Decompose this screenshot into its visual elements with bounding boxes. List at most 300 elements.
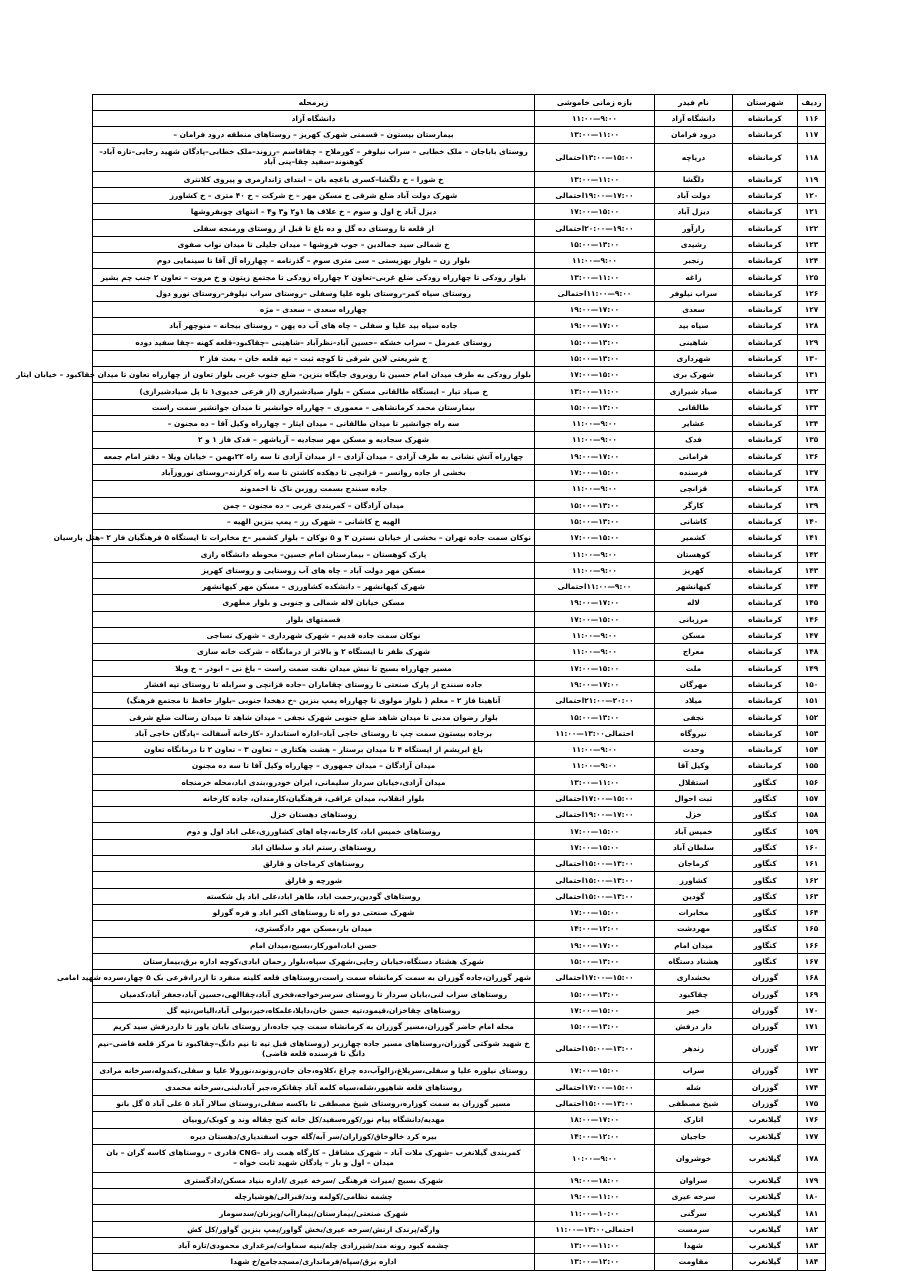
table-row (93, 513, 826, 529)
time-cell: ۱۹:۰۰—۲۰:۰۰احتمالی (535, 220, 655, 236)
row-number: ۱۳۱ (798, 367, 826, 383)
feeder-cell: مرزبانی (655, 611, 733, 627)
row-number: ۱۴۵ (798, 595, 826, 611)
feeder-cell: طالقانی (655, 399, 733, 415)
city-cell: کرمانشاه (733, 579, 798, 595)
city-cell: کنگاور (733, 807, 798, 823)
city-cell: کنگاور (733, 823, 798, 839)
row-number: ۱۶۳ (798, 888, 826, 904)
zone-cell: شهرک دولت آباد ضلع شرقی خ مسکن مهر – خ شرکت – خ ۴۰ متری – خ کشاورز (93, 187, 535, 203)
zone-cell: چهارراه سعدی – سعدی – مژه (93, 301, 535, 317)
feeder-cell: چقاکبود (655, 986, 733, 1002)
zone-cell: پارک کوهستان – بیمارستان امام حسین– محوطه دانشگاه رازی (93, 546, 535, 562)
table-row (93, 220, 826, 236)
row-number: ۱۷۸ (798, 1144, 826, 1172)
row-number: ۱۳۷ (798, 464, 826, 480)
city-cell: کنگاور (733, 953, 798, 969)
city-cell: کرمانشاه (733, 383, 798, 399)
row-number: ۱۲۵ (798, 269, 826, 285)
city-cell: کرمانشاه (733, 269, 798, 285)
table-row (93, 904, 826, 920)
city-cell: کرمانشاه (733, 448, 798, 464)
table-row (93, 986, 826, 1002)
zone-cell: کمربندی گیلانغرب –شهرک ملات آباد – شهرک مشاقل – کارگاه همت زاد –CNG قادری – روستاهای کاسه گران – بان میدان – اول و بار – پادگان شهید ثابت خواه – (93, 1144, 535, 1172)
time-cell: ۱۵:۰۰—۱۷:۰۰احتمالی (535, 1079, 655, 1095)
time-cell: ۹:۰۰—۱۱:۰۰ (535, 627, 655, 643)
city-cell: گیلانغرب (733, 1205, 798, 1221)
table-row (93, 143, 826, 171)
header-feeder: نام فیدر (655, 95, 733, 111)
row-number: ۱۶۲ (798, 872, 826, 888)
feeder-cell: شله (655, 1079, 733, 1095)
zone-cell: شهرک صنعتی/بیمارستان/بیماراآب/ویزنان/سدسومار (93, 1205, 535, 1221)
table-row (93, 1128, 826, 1144)
feeder-cell: نجفی (655, 709, 733, 725)
row-number: ۱۲۱ (798, 204, 826, 220)
feeder-cell: شهرداری (655, 350, 733, 366)
time-cell: ۱۳:۰۰—۱۵:۰۰ (535, 709, 655, 725)
zone-cell: شهرک ظفر تا ایستگاه ۲ و بالاتر از درمانگاه – شرکت خانه سازی (93, 644, 535, 660)
row-number: ۱۶۷ (798, 953, 826, 969)
table-header-row (93, 95, 826, 111)
table-row (93, 111, 826, 127)
zone-cell: میدان آزادگان – کمربندی غربی – ده مجنون – چمن (93, 497, 535, 513)
city-cell: کنگاور (733, 856, 798, 872)
zone-cell: میدان آزادی،خیابان سردار سلیمانی، ایران خودرو،بندی اباد،محله خرمنجاه (93, 774, 535, 790)
table-row (93, 611, 826, 627)
zone-cell: جاده سنندج از پارک صنعتی تا روستای چقاماران –جاده قزانچی و سرابله تا روستای تپه افشار (93, 676, 535, 692)
time-cell: ۱۱:۰۰—۱۳:۰۰ (535, 1238, 655, 1254)
row-number: ۱۷۹ (798, 1172, 826, 1188)
time-cell: ۱۳:۰۰—۱۵:۰۰احتمالی (535, 1095, 655, 1111)
zone-cell: بلوار زن – بلوار بهزیستی – سی متری سوم – گذرنامه – چهارراه آل آقا تا سینمایی دوم (93, 253, 535, 269)
feeder-cell: رشیدی (655, 236, 733, 252)
table-row (93, 285, 826, 301)
city-cell: گوزران (733, 1095, 798, 1111)
time-cell: ۱۵:۰۰—۱۷:۰۰ (535, 204, 655, 220)
row-number: ۱۱۷ (798, 127, 826, 143)
time-cell: ۱۵:۰۰—۱۷:۰۰ (535, 367, 655, 383)
table-row (93, 872, 826, 888)
time-cell: ۹:۰۰—۱۱:۰۰ (535, 758, 655, 774)
time-cell: ۱۷:۰۰—۱۹:۰۰احتمالی (535, 807, 655, 823)
zone-cell: روستاهای چقاخزان،قیمود،تیه حسن خان،دایلا،علمکاه،خیر،بولی آباد،الیاس،تپه گل (93, 1002, 535, 1018)
time-cell: ۱۳:۰۰—۱۵:۰۰احتمالی (535, 1035, 655, 1063)
time-cell: ۱۱:۰۰—۱۳:۰۰ (535, 774, 655, 790)
table-row (93, 367, 826, 383)
row-number: ۱۴۴ (798, 579, 826, 595)
city-cell: گیلانغرب (733, 1172, 798, 1188)
table-row (93, 253, 826, 269)
feeder-cell: میلاد (655, 693, 733, 709)
row-number: ۱۲۹ (798, 334, 826, 350)
time-cell: ۱۳:۰۰—۱۵:۰۰ (535, 986, 655, 1002)
feeder-cell: معراج (655, 644, 733, 660)
feeder-cell: کشمیر (655, 530, 733, 546)
time-cell: ۱۲:۰۰—۱۳:۰۰ (535, 1254, 655, 1270)
table-row (93, 1189, 826, 1205)
time-cell: ۹:۰۰—۱۱:۰۰ (535, 546, 655, 562)
time-cell: ۱۵:۰۰—۱۷:۰۰ (535, 611, 655, 627)
header-city: شهرستان (733, 95, 798, 111)
time-cell: ۹:۰۰—۱۱:۰۰ (535, 416, 655, 432)
row-number: ۱۴۸ (798, 644, 826, 660)
row-number: ۱۸۳ (798, 1238, 826, 1254)
time-cell: ۱۵:۰۰—۱۷:۰۰ (535, 1002, 655, 1018)
feeder-cell: درود فرامان (655, 127, 733, 143)
time-cell: ۱۵:۰۰—۱۷:۰۰ (535, 660, 655, 676)
row-number: ۱۲۳ (798, 236, 826, 252)
row-number: ۱۶۴ (798, 904, 826, 920)
zone-cell: دانشگاه آزاد (93, 111, 535, 127)
city-cell: کرمانشاه (733, 334, 798, 350)
city-cell: گیلانغرب (733, 1128, 798, 1144)
time-cell: ۹:۰۰—۱۱:۰۰ (535, 253, 655, 269)
table-row (93, 1144, 826, 1172)
row-number: ۱۶۹ (798, 986, 826, 1002)
row-number: ۱۲۷ (798, 301, 826, 317)
table-row (93, 236, 826, 252)
feeder-cell: مهردشت (655, 921, 733, 937)
time-cell: ۱۷:۰۰—۱۹:۰۰ (535, 937, 655, 953)
zone-cell: حسن اباد،امورکار،بسیج،میدان امام (93, 937, 535, 953)
table-row (93, 758, 826, 774)
city-cell: کرمانشاه (733, 513, 798, 529)
feeder-cell: سرخه عیری (655, 1189, 733, 1205)
feeder-cell: مهرگان (655, 676, 733, 692)
time-cell: ۱۵:۰۰—۱۷:۰۰ (535, 904, 655, 920)
zone-cell: نوکان سمت جاده تهران – بخشی از خیابان نسترن ۳ و ۵ نوکان – بلوار کشمیر –خ مخابرات تا ایستگاه ۵ فرهنگیان فاز ۲ –هتل پارسیان (93, 530, 535, 546)
table-row (93, 464, 826, 480)
table-row (93, 1002, 826, 1018)
city-cell: کرمانشاه (733, 595, 798, 611)
time-cell: ۱۷:۰۰—۱۹:۰۰ (535, 595, 655, 611)
feeder-cell: وحدت (655, 741, 733, 757)
feeder-cell: کاشانی (655, 513, 733, 529)
zone-cell: قسمتهای بلوار (93, 611, 535, 627)
feeder-cell: شیخ مصطفی (655, 1095, 733, 1111)
table-row (93, 1079, 826, 1095)
zone-cell: خ صیاد تیار – ایستگاه طالقانی مسکن – بلوار صیادشیرازی (از فرعی خدیوی۱ تا پل صیادشیرازی) (93, 383, 535, 399)
time-cell: ۱۳:۰۰—۱۵:۰۰ (535, 399, 655, 415)
header-time: بازه زمانی خاموشی (535, 95, 655, 111)
row-number: ۱۷۰ (798, 1002, 826, 1018)
city-cell: گیلانغرب (733, 1189, 798, 1205)
feeder-cell: سیاه بید (655, 318, 733, 334)
row-number: ۱۷۳ (798, 1063, 826, 1079)
zone-cell: چهارراه آتش نشانی به طرف آزادی – میدان آزادی – از میدان آزادی تا سه راه ۲۲بهمن – خیابان ویلا – دفتر امام جمعه (93, 448, 535, 464)
time-cell: ۱۷:۰۰—۱۹:۰۰ (535, 676, 655, 692)
table-row (93, 1063, 826, 1079)
city-cell: کرمانشاه (733, 350, 798, 366)
city-cell: گوزران (733, 970, 798, 986)
feeder-cell: زندهر (655, 1035, 733, 1063)
time-cell: ۱۷:۰۰—۱۸:۰۰ (535, 1112, 655, 1128)
row-number: ۱۳۵ (798, 432, 826, 448)
table-row (93, 595, 826, 611)
table-row (93, 1172, 826, 1188)
feeder-cell: سرگنی (655, 1205, 733, 1221)
zone-cell: روستاهای خمیس اباد، کارخانه،چاه اهای کشاورزی،علی اباد اول و دوم (93, 823, 535, 839)
zone-cell: بلوار رودکی تا چهارراه رودکی ضلع غربی–تعاون ۲ چهارراه رودکی تا مجتمع زیتون و خ مروت – تعاون ۲ جنب چم بشیر (93, 269, 535, 285)
feeder-cell: فدک (655, 432, 733, 448)
table-row (93, 741, 826, 757)
table-row (93, 725, 826, 741)
city-cell: کرمانشاه (733, 660, 798, 676)
city-cell: گیلانغرب (733, 1254, 798, 1270)
table-row (93, 383, 826, 399)
city-cell: کرمانشاه (733, 546, 798, 562)
city-cell: کرمانشاه (733, 416, 798, 432)
city-cell: گوزران (733, 986, 798, 1002)
table-row (93, 399, 826, 415)
time-cell: ۱۱:۰۰—۱۳:۰۰ (535, 383, 655, 399)
city-cell: کرمانشاه (733, 644, 798, 660)
feeder-cell: کشاورز (655, 872, 733, 888)
feeder-cell: فرسنده (655, 464, 733, 480)
zone-cell: بخشی از جاده روانسر – قزانچی تا دهکده کاشتن تا سه راه کرازند–روستای نوروزآباد (93, 464, 535, 480)
time-cell: ۱۸:۰۰—۱۹:۰۰ (535, 1172, 655, 1188)
row-number: ۱۶۸ (798, 970, 826, 986)
table-row (93, 644, 826, 660)
city-cell: کنگاور (733, 888, 798, 904)
time-cell: ۹:۰۰—۱۱:۰۰احتمالی (535, 285, 655, 301)
city-cell: کرمانشاه (733, 611, 798, 627)
zone-cell: باغ ابریشم از ایستگاه ۴ تا میدان برستار – هشت هکتاری – تعاون ۳ – تعاون ۲ تا درمانگاه تعاون (93, 741, 535, 757)
zone-cell: بیره کرد خالوخاق/کوزاران/سر آبه/گله جوب اسفندیاری/دهستان دیره (93, 1128, 535, 1144)
zone-cell: دیزل آباد خ اول و سوم – خ علاف ها ۱و۲ و۳ و۴ – انتهای چوبفروشها (93, 204, 535, 220)
zone-cell: روستای عمرمل – سراب خشکه –حسین آباد–نظرآباد –شاهینی –چقاکبود–قلعه کهنه –چقا سفید دوده (93, 334, 535, 350)
feeder-cell: رازآور (655, 220, 733, 236)
city-cell: کرمانشاه (733, 676, 798, 692)
row-number: ۱۷۲ (798, 1035, 826, 1063)
time-cell: ۱۳:۰۰—۱۵:۰۰احتمالی (535, 856, 655, 872)
row-number: ۱۳۳ (798, 399, 826, 415)
feeder-cell: هشتاد دستگاه (655, 953, 733, 969)
table-row (93, 823, 826, 839)
feeder-cell: دار درفش (655, 1019, 733, 1035)
feeder-cell: کوهستان (655, 546, 733, 562)
row-number: ۱۳۹ (798, 497, 826, 513)
city-cell: کنگاور (733, 904, 798, 920)
zone-cell: چشمه کبود رونه مند/شیرزادی چله/بنیه سماوات/مرغداری محمودی/تازه آباد (93, 1238, 535, 1254)
time-cell: ۱۵:۰۰—۱۷:۰۰ (535, 839, 655, 855)
time-cell: ۹:۰۰—۱۱:۰۰ (535, 644, 655, 660)
zone-cell: بلوار رودکی به طرف میدان امام حسین تا روبروی جایگاه بنزین– ضلع جنوب غربی بلوار تعاون از چهارراه تعاون تا میدان چقاکبود – خیابان ایثار (93, 367, 535, 383)
city-cell: کرمانشاه (733, 236, 798, 252)
feeder-cell: خزل (655, 807, 733, 823)
feeder-cell: سرمست (655, 1221, 733, 1237)
row-number: ۱۵۷ (798, 790, 826, 806)
city-cell: کرمانشاه (733, 285, 798, 301)
feeder-cell: خوشروان (655, 1144, 733, 1172)
time-cell: ۱۲:۰۰—۱۴:۰۰ (535, 1128, 655, 1144)
feeder-cell: ملت (655, 660, 733, 676)
time-cell: ۹:۰۰—۱۱:۰۰ (535, 741, 655, 757)
feeder-cell: استقلال (655, 774, 733, 790)
city-cell: کرمانشاه (733, 204, 798, 220)
table-row (93, 937, 826, 953)
feeder-cell: زاغه (655, 269, 733, 285)
time-cell: ۱۳:۰۰—۱۵:۰۰ (535, 334, 655, 350)
city-cell: کرمانشاه (733, 464, 798, 480)
row-number: ۱۷۵ (798, 1095, 826, 1111)
row-number: ۱۴۰ (798, 513, 826, 529)
table-row (93, 481, 826, 497)
feeder-cell: دلگشا (655, 171, 733, 187)
city-cell: گوزران (733, 1035, 798, 1063)
time-cell: ۱۳:۰۰—۱۵:۰۰ (535, 953, 655, 969)
city-cell: کرمانشاه (733, 127, 798, 143)
zone-cell: روستاهای سراب لنی،بابان سردار تا روستای سرسرخواجه،فخری آباد،چقاالهی،حسین آباد،جعفر آباد،کدمیان (93, 986, 535, 1002)
feeder-cell: کهریز (655, 562, 733, 578)
zone-cell: روستاهای کرماجان و قارلق (93, 856, 535, 872)
time-cell: ۱۵:۰۰—۱۷:۰۰ (535, 1063, 655, 1079)
city-cell: کرمانشاه (733, 627, 798, 643)
row-number: ۱۲۶ (798, 285, 826, 301)
time-cell: ۱۷:۰۰—۱۹:۰۰ (535, 318, 655, 334)
time-cell: ۱۵:۰۰—۱۷:۰۰ (535, 464, 655, 480)
feeder-cell: مسکن (655, 627, 733, 643)
row-number: ۱۴۳ (798, 562, 826, 578)
city-cell: کرمانشاه (733, 318, 798, 334)
row-number: ۱۴۷ (798, 627, 826, 643)
feeder-cell: سراب نیلوفر (655, 285, 733, 301)
time-cell: ۱۵:۰۰—۱۳:۰۰احتمالی (535, 143, 655, 171)
table-row (93, 856, 826, 872)
zone-cell: روستای باباجان – ملک خطابی – سراب نیلوفر – کورملاح – چقاقاسم –رزوند–ملک خطابی–پادگان شهید رجایی–تازه آباد–کوهنوند–سفید چقا–پنی آباد (93, 143, 535, 171)
zone-cell: روستاهای قلعه شاهپور،شله،سیاه کلمه آباد چقانکره،جبر آباد،لبنی،سرخانه محمدی (93, 1079, 535, 1095)
feeder-cell: رنجبر (655, 253, 733, 269)
table-row (93, 318, 826, 334)
feeder-cell: کیهانشهر (655, 579, 733, 595)
zone-cell: میدان آزادگان – میدان جمهوری – چهارراه وکیل آقا تا سه ده مجنون (93, 758, 535, 774)
table-row (93, 350, 826, 366)
time-cell: ۱۳:۰۰—۱۵:۰۰احتمالی (535, 888, 655, 904)
feeder-cell: خیر (655, 1002, 733, 1018)
time-cell: ۹:۰۰—۱۱:۰۰ (535, 481, 655, 497)
row-number: ۱۵۴ (798, 741, 826, 757)
zone-cell: چشمه نظامی/کولمه وند/قبرالی/هوشیارچله (93, 1189, 535, 1205)
row-number: ۱۷۶ (798, 1112, 826, 1128)
city-cell: گوزران (733, 1002, 798, 1018)
zone-cell: نوکان سمت جاده قدیم – شهرک شهرداری – شهرک نساجی (93, 627, 535, 643)
feeder-cell: مخابرات (655, 904, 733, 920)
feeder-cell: شهرک بری (655, 367, 733, 383)
row-number: ۱۴۱ (798, 530, 826, 546)
zone-cell: روستای نیلوره علیا و سفلی،سرپلاغ،زالوآب،ده چراغ ،کلاوه،جان جان،رونوند،نورولا علیا و سفلی،کندوله،سرخانه مرادی (93, 1063, 535, 1079)
table-row (93, 839, 826, 855)
time-cell: ۱۵:۰۰—۱۷:۰۰احتمالی (535, 790, 655, 806)
zone-cell: بیمارستان محمد کرمانشاهی – معموری – چهارراه جوانشیر تا میدان جوانشیر سمت راست (93, 399, 535, 415)
table-row (93, 546, 826, 562)
table-row (93, 171, 826, 187)
city-cell: کرمانشاه (733, 693, 798, 709)
table-row (93, 807, 826, 823)
time-cell: ۱۱:۰۰—۱۹:۰۰ (535, 1189, 655, 1205)
row-number: ۱۶۵ (798, 921, 826, 937)
table-row (93, 921, 826, 937)
time-cell: ۱۵:۰۰—۱۷:۰۰ (535, 823, 655, 839)
city-cell: گیلانغرب (733, 1144, 798, 1172)
row-number: ۱۸۰ (798, 1189, 826, 1205)
table-row (93, 1205, 826, 1221)
table-row (93, 1035, 826, 1063)
time-cell: ۹:۰۰—۱۱:۰۰احتمالی (535, 579, 655, 595)
zone-cell: میدان بار،مسکن مهر دادگستری، (93, 921, 535, 937)
feeder-cell: عشایر (655, 416, 733, 432)
row-number: ۱۶۱ (798, 856, 826, 872)
city-cell: کنگاور (733, 921, 798, 937)
zone-cell: از قلعه تا روستای ده گل و ده باغ تا قبل از روستای ورمنجه سفلی (93, 220, 535, 236)
row-number: ۱۸۴ (798, 1254, 826, 1270)
row-number: ۱۳۸ (798, 481, 826, 497)
row-number: ۱۸۲ (798, 1221, 826, 1237)
row-number: ۱۵۹ (798, 823, 826, 839)
zone-cell: مسیر گوزران به سمت کوزاره،روستای شیخ مصطفی تا باکسه سفلی،روستای سالار آباد ۵ علی آباد ۵ گل بانو (93, 1095, 535, 1111)
row-number: ۱۵۵ (798, 758, 826, 774)
city-cell: کرمانشاه (733, 253, 798, 269)
feeder-cell: دولت آباد (655, 187, 733, 203)
table-row (93, 953, 826, 969)
city-cell: گوزران (733, 1079, 798, 1095)
table-row (93, 562, 826, 578)
row-number: ۱۵۶ (798, 774, 826, 790)
feeder-cell: صیاد شیرازی (655, 383, 733, 399)
row-number: ۱۱۸ (798, 143, 826, 171)
table-row (93, 448, 826, 464)
city-cell: کرمانشاه (733, 111, 798, 127)
table-row (93, 660, 826, 676)
table-row (93, 888, 826, 904)
zone-cell: مهدیه/دانشگاه پیام نور/کوره‌سفید/کل خانه کنج چقاله وند و کوبک/روبیان (93, 1112, 535, 1128)
time-cell: ۱۱:۰۰—۱۳:۰۰ (535, 171, 655, 187)
city-cell: کرمانشاه (733, 187, 798, 203)
row-number: ۱۶۰ (798, 839, 826, 855)
zone-cell: شورچه و قارلق (93, 872, 535, 888)
row-number: ۱۱۹ (798, 171, 826, 187)
zone-cell: شهرک سجادیه و مسکن مهر سجادیه – آریاشهر – فدک فاز ۱ و ۲ (93, 432, 535, 448)
time-cell: ۱۵:۰۰—۱۷:۰۰احتمالی (535, 970, 655, 986)
header-radif: ردیف (798, 95, 826, 111)
zone-cell: شهر گوزران،جاده گوزران به سمت کرمانشاه سمت راست،روستاهای قلعه کلینه منفرد تا ازدرا،فرعی بک ۵ چهار،سرده شهید امامی (93, 970, 535, 986)
feeder-cell: اتارک (655, 1112, 733, 1128)
outage-schedule-table (16, 94, 826, 1271)
city-cell: کرمانشاه (733, 432, 798, 448)
table-row (93, 432, 826, 448)
zone-cell: جاده سیاه بید علیا و سفلی – چاه های آب ده پهن – روستای بیجانه – منوچهر آباد (93, 318, 535, 334)
table-row (93, 1095, 826, 1111)
table-row (93, 676, 826, 692)
feeder-cell: لاله (655, 595, 733, 611)
time-cell: ۹:۰۰—۱۰:۰۰ (535, 1144, 655, 1172)
time-cell: ۱۳:۰۰—۱۵:۰۰ (535, 1019, 655, 1035)
row-number: ۱۵۳ (798, 725, 826, 741)
city-cell: گوزران (733, 1019, 798, 1035)
city-cell: کرمانشاه (733, 497, 798, 513)
city-cell: کرمانشاه (733, 741, 798, 757)
row-number: ۱۵۸ (798, 807, 826, 823)
row-number: ۱۲۸ (798, 318, 826, 334)
city-cell: کرمانشاه (733, 758, 798, 774)
city-cell: کرمانشاه (733, 220, 798, 236)
table-row (93, 530, 826, 546)
city-cell: کرمانشاه (733, 481, 798, 497)
city-cell: کنگاور (733, 872, 798, 888)
table-row (93, 301, 826, 317)
feeder-cell: مقاومت (655, 1254, 733, 1270)
feeder-cell: کرماجان (655, 856, 733, 872)
